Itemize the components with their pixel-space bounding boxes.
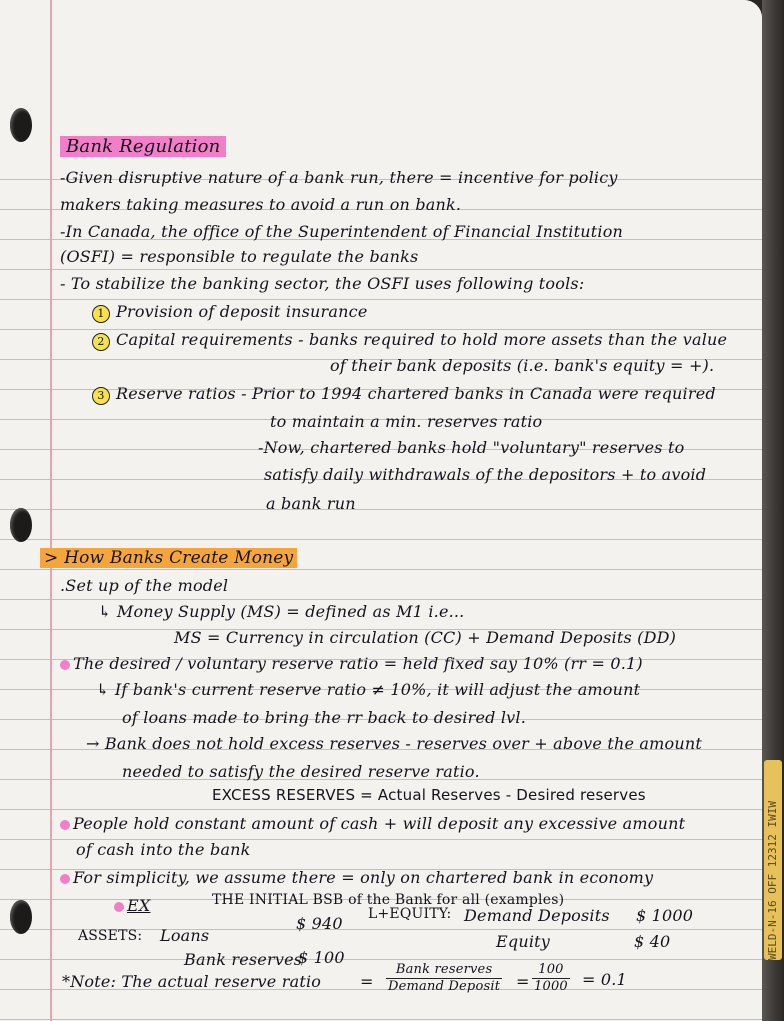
bullet-pink — [114, 902, 124, 912]
h2-text: How Banks Create Money — [64, 548, 294, 568]
people-line-1 — [60, 814, 685, 833]
equity-label: Equity — [496, 932, 551, 951]
tool-2-text: Capital requirements - banks required to hold more assets than the value — [116, 330, 728, 349]
bullet-pink — [60, 820, 70, 830]
h2-marker: > — [44, 548, 59, 568]
model-line-5: ↳ If bank's current reserve ratio ≠ 10%, it will adjust the amount — [96, 680, 641, 699]
model-line-3: MS = Currency in circulation (CC) + Demand Deposits (DD) — [174, 628, 677, 647]
note-equals: = — [360, 972, 374, 991]
tool-2-number: 2 — [92, 333, 110, 351]
model-line-4 — [60, 654, 643, 673]
model-line-8: needed to satisfy the desired reserve ratio. — [122, 762, 480, 781]
fraction-2-denominator: 1000 — [534, 979, 568, 994]
punch-hole-top — [10, 108, 32, 142]
example-label: EX — [127, 896, 151, 915]
tool-3-cont-2: -Now, chartered banks hold "voluntary" reserves to — [258, 438, 685, 457]
people-line-1-text: People hold constant amount of cash + will deposit any excessive amount — [73, 814, 686, 833]
fraction-1 — [386, 962, 502, 995]
balance-sheet-title: THE INITIAL BSB of the Bank for all (examples) — [212, 892, 565, 908]
tool-3-number: 3 — [92, 387, 110, 405]
text-line-1: -Given disruptive nature of a bank run, there = incentive for policy — [60, 168, 618, 187]
tool-1-number: 1 — [92, 305, 110, 323]
tool-1-text: Provision of deposit insurance — [116, 302, 368, 321]
model-line-1: .Set up of the model — [60, 576, 229, 595]
tool-3-text: Reserve ratios - Prior to 1994 chartered banks in Canada were required — [116, 384, 716, 403]
fraction-values — [532, 962, 570, 995]
loans-value: $ 940 — [296, 914, 343, 933]
model-line-4-text: The desired / voluntary reserve ratio = held fixed say 10% (rr = 0.1) — [73, 654, 643, 673]
title-text: Bank Regulation — [60, 136, 226, 157]
excess-reserves-formula: EXCESS RESERVES = Actual Reserves - Desired reserves — [212, 786, 646, 804]
text-line-5: - To stabilize the banking sector, the OSFI uses following tools: — [60, 274, 585, 293]
people-line-3-text: For simplicity, we assume there = only on chartered bank in economy — [73, 868, 654, 887]
punch-hole-middle — [10, 508, 32, 542]
section-title-bank-regulation — [60, 136, 226, 157]
model-line-2: ↳ Money Supply (MS) = defined as M1 i.e... — [98, 602, 465, 621]
bank-reserves-value: $ 100 — [298, 948, 345, 967]
equity-value: $ 40 — [634, 932, 671, 951]
fraction-1-denominator: Demand Deposit — [388, 979, 501, 994]
tool-1 — [92, 302, 367, 323]
people-line-3 — [60, 868, 653, 887]
model-line-7: → Bank does not hold excess reserves - reserves over + above the amount — [86, 734, 703, 753]
tool-3 — [92, 384, 716, 405]
liabilities-equity-label: L+EQUITY: — [368, 906, 452, 922]
text-line-3: -In Canada, the office of the Superintendent of Financial Institution — [60, 222, 624, 241]
tool-3-cont-4: a bank run — [266, 494, 356, 513]
punch-hole-bottom — [10, 900, 32, 934]
bullet-pink — [60, 660, 70, 670]
text-line-4: (OSFI) = responsible to regulate the banks — [60, 247, 419, 266]
notebook-tab-label: WELD-N-16 OFF 12312 IWIW — [766, 801, 779, 960]
tool-3-cont-1: to maintain a min. reserves ratio — [270, 412, 543, 431]
section-title-banks-create-money — [40, 548, 297, 568]
fraction-2 — [532, 962, 570, 995]
tool-2-cont: of their bank deposits (i.e. bank's equity = +). — [330, 356, 715, 375]
tool-2 — [92, 330, 727, 351]
tool-3-cont-3: satisfy daily withdrawals of the depositors + to avoid — [264, 465, 707, 484]
page-top-blank — [0, 0, 762, 150]
assets-label: ASSETS: — [78, 928, 143, 944]
bank-reserves-label: Bank reserves — [184, 950, 303, 969]
fraction-2-numerator: 100 — [532, 962, 570, 979]
model-line-6: of loans made to bring the rr back to desired lvl. — [122, 708, 527, 727]
demand-deposits-label: Demand Deposits — [464, 906, 610, 925]
note-equals-2: = — [516, 972, 530, 991]
loans-label: Loans — [160, 926, 210, 945]
bullet-pink — [60, 874, 70, 884]
note-label: *Note: The actual reserve ratio — [62, 972, 322, 991]
demand-deposits-value: $ 1000 — [636, 906, 694, 925]
text-line-2: makers taking measures to avoid a run on bank. — [60, 195, 462, 214]
h2-highlight — [40, 548, 297, 568]
fraction-1-numerator: Bank reserves — [386, 962, 502, 979]
people-line-2: of cash into the bank — [76, 840, 251, 859]
example-marker — [114, 896, 150, 915]
ratio-result: = 0.1 — [582, 970, 627, 989]
fraction-reserves-deposits — [386, 962, 502, 995]
margin-line — [50, 0, 52, 1021]
